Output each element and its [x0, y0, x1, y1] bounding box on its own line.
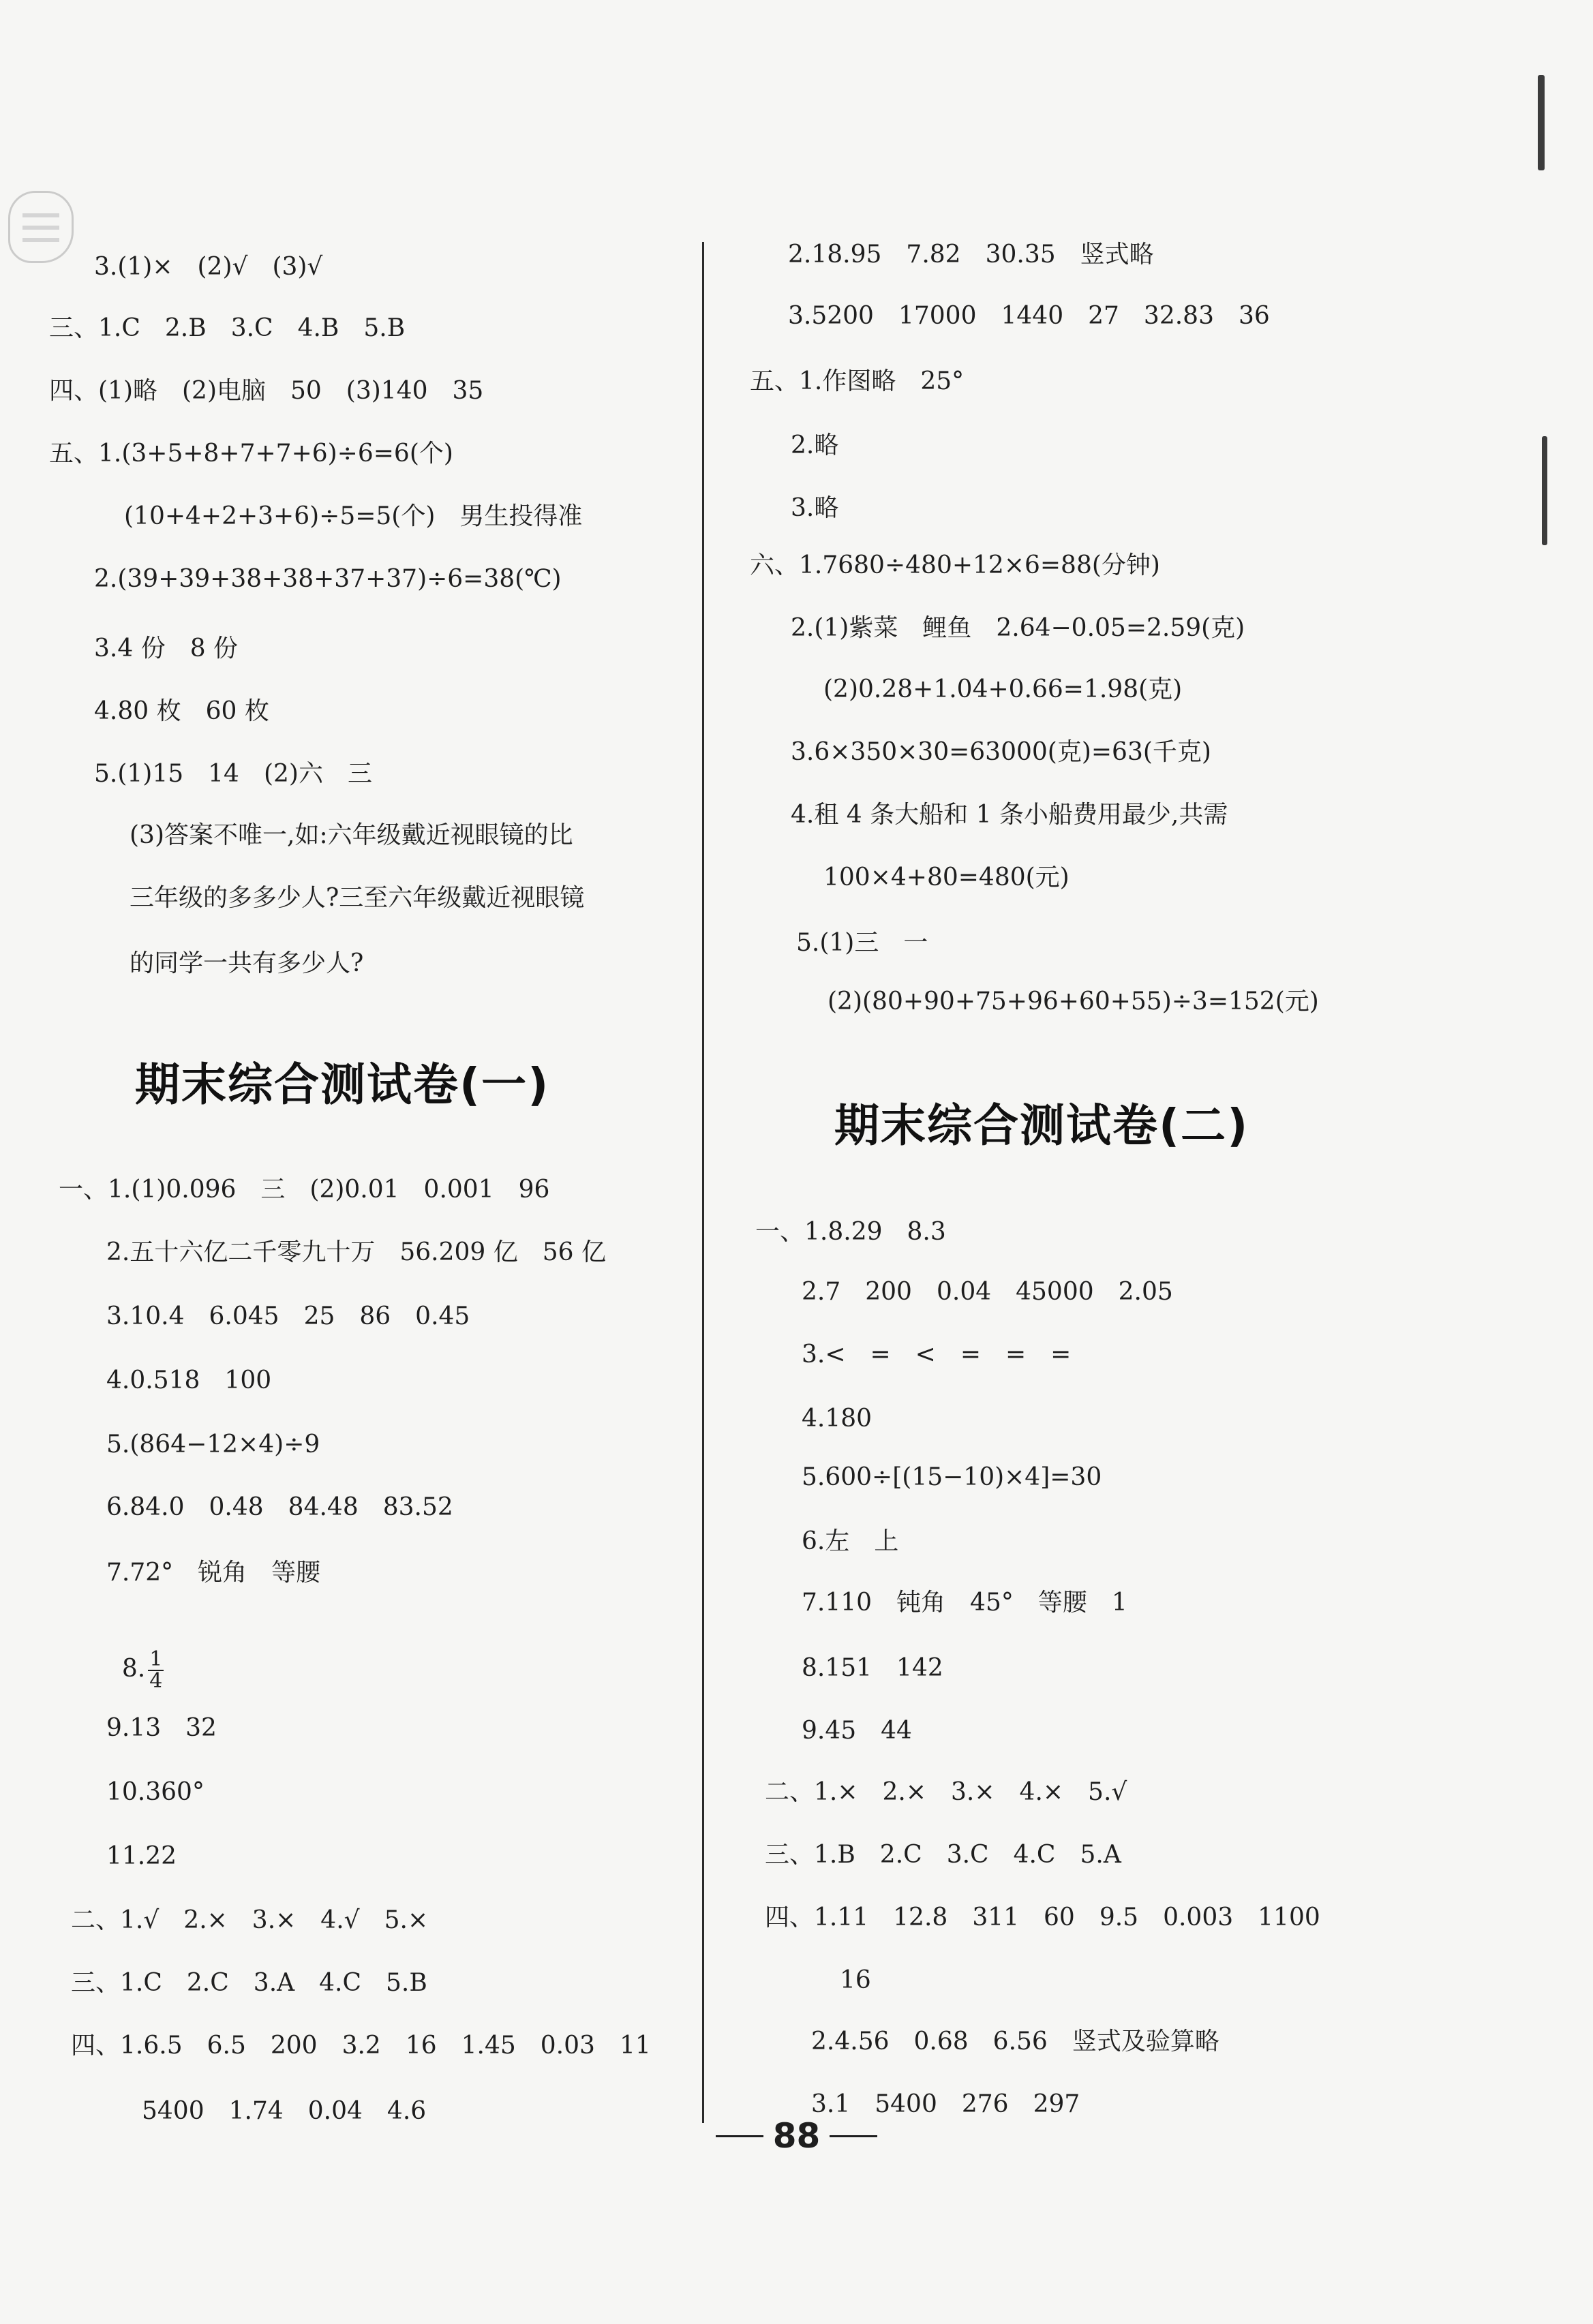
exam-one-line: 四、1.6.5 6.5 200 3.2 16 1.45 0.03 11	[71, 2032, 651, 2060]
exam-one-line: 二、1.√ 2.× 3.× 4.√ 5.×	[71, 1906, 429, 1934]
fraction-numerator: 1	[149, 1647, 163, 1671]
exam-two-line: 6.左 上	[802, 1527, 899, 1555]
page-number-dash	[716, 2135, 763, 2137]
column-divider	[702, 242, 704, 2123]
exam-two-line: 三、1.B 2.C 3.C 4.C 5.A	[765, 1841, 1121, 1869]
left-answer-line: 五、1.(3+5+8+7+7+6)÷6=6(个)	[49, 440, 453, 468]
right-answer-line: 100×4+80=480(元)	[823, 863, 1069, 891]
scan-edge-mark-top	[1538, 75, 1545, 170]
right-answer-line: (2)0.28+1.04+0.66=1.98(克)	[823, 675, 1183, 703]
exam-one-line: 5400 1.74 0.04 4.6	[142, 2097, 427, 2125]
exam-title-one: 期末综合测试卷(一)	[135, 1058, 550, 1111]
left-answer-line: 三、1.C 2.B 3.C 4.B 5.B	[49, 314, 406, 342]
exam-two-line: 一、1.8.29 8.3	[755, 1218, 946, 1246]
exam-one-line: 2.五十六亿二千零九十万 56.209 亿 56 亿	[106, 1238, 607, 1266]
exam-two-line: 3.< = < = = =	[802, 1341, 1072, 1369]
exam-one-line: 三、1.C 2.C 3.A 4.C 5.B	[71, 1969, 427, 1997]
exam-two-line: 8.151 142	[802, 1654, 943, 1682]
left-answer-line: (10+4+2+3+6)÷5=5(个) 男生投得准	[124, 502, 583, 530]
page-number	[0, 2116, 1593, 2156]
right-answer-line: 2.略	[791, 431, 839, 459]
exam-one-line: 9.13 32	[106, 1714, 217, 1742]
exam-two-line: 2.7 200 0.04 45000 2.05	[802, 1278, 1173, 1306]
exam-one-line: 6.84.0 0.48 84.48 83.52	[106, 1493, 453, 1521]
left-answer-line: 5.(1)15 14 (2)六 三	[94, 760, 372, 788]
exam-one-line: 3.10.4 6.045 25 86 0.45	[106, 1302, 470, 1330]
fraction-denominator: 4	[149, 1669, 163, 1693]
right-answer-line: 5.(1)三 一	[796, 929, 928, 957]
exam-one-line: 5.(864−12×4)÷9	[106, 1431, 320, 1458]
exam-one-line: 一、1.(1)0.096 三 (2)0.01 0.001 96	[59, 1176, 550, 1204]
exam-two-line: 二、1.× 2.× 3.× 4.× 5.√	[765, 1778, 1127, 1806]
left-answer-line: 3.4 份 8 份	[94, 634, 239, 662]
right-answer-line: 3.6×350×30=63000(克)=63(千克)	[791, 738, 1211, 766]
left-answer-line: 三年级的多多少人?三至六年级戴近视眼镜	[130, 884, 585, 912]
exam-two-line: 5.600÷[(15−10)×4]=30	[802, 1463, 1102, 1491]
left-answer-line: 四、(1)略 (2)电脑 50 (3)140 35	[49, 377, 484, 405]
right-answer-line: (2)(80+90+75+96+60+55)÷3=152(元)	[828, 988, 1319, 1015]
left-answer-line: 4.80 枚 60 枚	[94, 697, 269, 725]
right-answer-line: 2.(1)紫菜 鲤鱼 2.64−0.05=2.59(克)	[791, 614, 1245, 642]
scan-edge-mark-middle	[1542, 436, 1547, 545]
right-answer-line: 六、1.7680÷480+12×6=88(分钟)	[750, 551, 1160, 579]
page-number-dash	[830, 2135, 877, 2137]
left-answer-line: 的同学一共有多少人?	[130, 949, 364, 977]
left-answer-line: 2.(39+39+38+38+37+37)÷6=38(℃)	[94, 565, 562, 593]
corner-stamp-image	[8, 191, 74, 263]
exam-one-line: 10.360°	[106, 1778, 204, 1806]
item-number: 8.	[121, 1655, 146, 1683]
fraction	[148, 1649, 164, 1692]
right-answer-line: 3.5200 17000 1440 27 32.83 36	[788, 302, 1270, 330]
exam-one-line: 7.72° 锐角 等腰	[106, 1559, 321, 1587]
right-answer-line: 五、1.作图略 25°	[750, 367, 965, 395]
page-number-value: 88	[772, 2116, 821, 2156]
right-answer-line: 4.租 4 条大船和 1 条小船费用最少,共需	[791, 801, 1228, 829]
exam-two-line: 7.110 钝角 45° 等腰 1	[802, 1589, 1127, 1617]
exam-two-line: 3.1 5400 276 297	[811, 2090, 1080, 2118]
exam-title-two: 期末综合测试卷(二)	[834, 1099, 1249, 1152]
exam-one-line: 11.22	[106, 1842, 177, 1870]
exam-two-line: 9.45 44	[802, 1717, 912, 1745]
right-answer-line: 2.18.95 7.82 30.35 竖式略	[788, 241, 1154, 269]
exam-one-line: 4.0.518 100	[106, 1366, 272, 1394]
exam-two-line: 2.4.56 0.68 6.56 竖式及验算略	[811, 2028, 1219, 2055]
exam-two-line: 4.180	[802, 1405, 873, 1433]
exam-two-line: 四、1.11 12.8 311 60 9.5 0.003 1100	[765, 1903, 1320, 1931]
left-answer-line: (3)答案不唯一,如:六年级戴近视眼镜的比	[130, 821, 573, 849]
right-answer-line: 3.略	[791, 494, 839, 522]
exam-two-line: 16	[840, 1966, 871, 1994]
exam-one-line	[106, 1619, 164, 1692]
left-answer-line: 3.(1)× (2)√ (3)√	[94, 253, 323, 281]
